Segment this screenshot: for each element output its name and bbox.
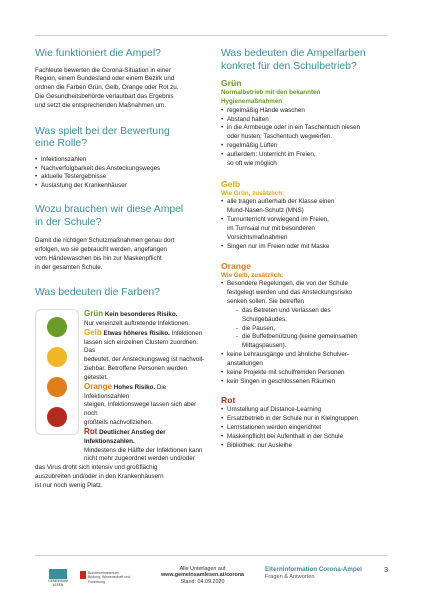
item-text: das Betreten und Verlassen des: [242, 306, 331, 314]
green-subheading: Normalbetrieb mit den bekannten: [221, 89, 321, 96]
item-text: im Turnsaal nur mit besonderen: [227, 224, 315, 232]
item-text: anstaltungen: [227, 359, 263, 367]
logo-text: GEMEINSAM LESEN: [48, 579, 68, 587]
item-text: außerdem: Unterricht im Freien,: [227, 150, 316, 158]
item-text: Schulgebäudes,: [242, 315, 287, 323]
yellow-measures-list: [221, 198, 396, 251]
heading-line: Was bedeuten die Ampelfarben: [221, 48, 366, 59]
orange-block: [221, 261, 396, 387]
text-line: Mindestens die Hälfte der Infektionen kann: [84, 446, 203, 454]
color-word-orange: Orange: [84, 381, 113, 391]
item-text: keine Projekte mit schulfremden Personen: [227, 368, 345, 376]
heading-line: konkret für den Schulbetrieb?: [221, 60, 357, 72]
footer-line-1: Alle Unterlagen auf: [179, 566, 226, 572]
text-line: erfolgen, wo sie gebraucht werden, angefangen: [35, 245, 168, 253]
right-column: [221, 48, 396, 451]
red-measures-list: [221, 406, 396, 450]
list-item: [221, 216, 396, 243]
yellow-lamp-icon: [47, 347, 67, 367]
text-line: ziehbar. Betroffene Personen werden getestet.: [84, 365, 188, 381]
intro-paragraph: [35, 67, 210, 111]
item-text: Mittagspausen).: [242, 342, 287, 350]
green-heading: Grün: [221, 78, 242, 88]
text-line: ordnen die Farben Grün, Gelb, Orange oder Rot zu.: [35, 84, 179, 92]
list-item: [221, 406, 396, 415]
item-text: Ersatzbetrieb in der Schule nur in Kleingruppen: [227, 415, 358, 423]
list-item: [221, 424, 396, 433]
red-lamp-icon: [47, 407, 67, 427]
text-line: Die Gesundheitsbehörde verlautbart das Ergebnis: [35, 93, 174, 101]
heading-wozu: [35, 204, 210, 229]
list-item: • aktuelle Testergebnisse: [35, 173, 210, 182]
heading-bewertung: [35, 126, 210, 151]
red-heading: Rot: [221, 395, 236, 406]
footer-date: Stand: 04.09.2020: [180, 578, 225, 585]
list-item: [221, 369, 396, 378]
list-item: • Infektionszahlen: [35, 156, 210, 165]
list-item: [221, 151, 396, 169]
list-item: [221, 280, 396, 351]
item-text: alle tragen außerhalb der Klasse einen: [227, 198, 335, 206]
red-block: [221, 395, 396, 450]
heading-farben: Was bedeuten die Farben?: [35, 287, 160, 299]
green-description: [84, 310, 210, 329]
heading-ampelfarben-schulbetrieb: [221, 48, 396, 73]
green-lamp-icon: [47, 317, 67, 337]
bewertung-list: [35, 156, 210, 191]
traffic-light-icon: [35, 309, 79, 435]
document-subtitle: Fragen & Antworten: [265, 573, 315, 580]
item-text: keine Lehrausgänge und ähnliche Schulver-: [227, 351, 349, 359]
list-item: [221, 415, 396, 424]
heading-line: Was spielt bei der Bewertung: [35, 125, 170, 137]
green-subheading: Hygienemaßnahmen: [221, 97, 283, 105]
item-text: oder husten; Taschentuch wegwerfen.: [227, 133, 333, 141]
text-line: Fachleute bewerten die Corona-Situation in einer: [35, 66, 171, 74]
list-item: [221, 351, 396, 369]
page-number: 3: [384, 565, 389, 574]
risk-label: Etwas höheres Risiko.: [103, 329, 170, 337]
text-segment: Infektionen: [169, 329, 203, 337]
list-item: [221, 142, 396, 151]
text-line: nicht mehr zugeordnet werden und/oder: [84, 455, 195, 463]
orange-heading: Orange: [221, 260, 252, 271]
yellow-subheading: Wie Grün, zusätzlich:: [221, 189, 285, 197]
farben-block: [35, 309, 210, 464]
text-line: Region, einem Bundesland oder einem Bezirk und: [35, 75, 175, 83]
text-line: das Virus droht sich intensiv und großflächig: [35, 464, 158, 472]
item-text: so oft wie möglich: [227, 159, 277, 167]
text-segment: Die Infektionszahlen: [84, 383, 167, 400]
risk-label: Deutlicher Anstieg der Infektionszahlen.: [84, 428, 166, 445]
sub-list-item: [236, 325, 396, 334]
text-line: Damit die richtigen Schutzmaßnahmen genau dort: [35, 237, 175, 245]
item-text: kein Singen in geschlossenen Räumen: [227, 377, 336, 385]
yellow-description: [84, 329, 210, 383]
footer-url[interactable]: www.gemeinsamlesen.at/corona: [160, 572, 245, 579]
list-item: [221, 107, 396, 116]
orange-subheading: Wie Gelb, zusätzlich:: [221, 271, 284, 279]
item-text: Umstellung auf Distance-Learning: [227, 406, 322, 414]
green-measures-list: [221, 107, 396, 169]
orange-sublist: [227, 307, 396, 351]
orange-lamp-icon: [47, 377, 67, 397]
list-item: [221, 124, 396, 142]
item-text: Maskenpflicht bei Aufenthalt in der Schule: [227, 433, 344, 440]
yellow-block: [221, 179, 396, 252]
item-text: festgelegt werden und das Ansteckungsrisiko: [227, 289, 353, 297]
text-line: lassen sich einzelnen Clustern zuordnen. Das: [84, 338, 198, 355]
item-text: Bibliothek: nur Ausleihe: [227, 441, 292, 449]
risk-label: Hohes Risiko.: [113, 383, 156, 391]
footer-title-block: [265, 566, 375, 581]
farben-descriptions: [84, 309, 210, 464]
red-description: [84, 428, 210, 464]
item-text: die Buffetbenützung (keine gemeinsamen: [242, 333, 358, 341]
list-item: • Nachverfolgbarkeit des Ansteckungsweges: [35, 165, 210, 174]
text-line: auszubreiten und/oder in den Krankenhäusern: [35, 473, 164, 481]
sub-list-item: [236, 333, 396, 351]
document-title: Elterninformation Corona-Ampel: [265, 566, 362, 573]
heading-line: Wozu brauchen wir diese Ampel: [35, 204, 184, 216]
list-item: [221, 198, 396, 216]
item-text: in die Armbeuge oder in ein Taschentuch niesen: [227, 124, 360, 132]
gemeinsam-lesen-logo: [43, 569, 73, 591]
wozu-paragraph: [35, 237, 210, 272]
text-line: steigen, Infektionswege lassen sich aber noch: [84, 401, 197, 418]
orange-measures-list: [221, 280, 396, 386]
red-description-continued: [35, 464, 210, 491]
heading-line: eine Rolle?: [35, 138, 87, 150]
list-item: • Auslastung der Krankenhäuser: [35, 182, 210, 191]
color-word-yellow: Gelb: [84, 327, 102, 337]
item-text: regelmäßig Lüften: [227, 142, 278, 150]
heading-line: in der Schule?: [35, 216, 102, 228]
list-item: [221, 243, 396, 252]
item-text: Singen nur im Freien oder mit Maske: [227, 242, 330, 250]
text-line: großteils nachvollziehen.: [84, 419, 153, 427]
list-item: [221, 378, 396, 387]
item-text: Turnunterricht vorwiegend im Freien,: [227, 216, 329, 224]
item-text: Besondere Regelungen, die von der Schule: [227, 280, 348, 288]
item-text: Vorsichtsmaßnahmen: [227, 233, 288, 241]
orange-description: [84, 383, 210, 428]
item-text: Abstand halten: [227, 115, 269, 123]
green-block: [221, 78, 396, 169]
heading-wie-funktioniert: Wie funktioniert die Ampel?: [35, 48, 161, 59]
text-line: Nur vereinzelt auftretende Infektionen.: [84, 319, 190, 327]
text-line: bedeutet, der Ansteckungsweg ist nachvoll-: [84, 356, 205, 364]
flag-icon: [80, 571, 86, 579]
text-line: in der gesamten Schule.: [35, 263, 103, 271]
top-divider: [35, 35, 388, 36]
text-line: und setzt die entsprechenden Maßnahmen um.: [35, 101, 166, 109]
list-item: [221, 116, 396, 125]
book-icon: [49, 569, 67, 579]
footer-divider: [35, 555, 388, 556]
item-text: Lernstationen werden eingerichtet: [227, 424, 322, 432]
risk-label: Kein besonderes Risiko.: [104, 310, 178, 318]
list-item: [221, 433, 396, 442]
color-word-red: Rot: [84, 426, 98, 436]
text-line: vom Händewaschen bis hin zur Maskenpflicht: [35, 254, 162, 262]
item-text: regelmäßig Hände waschen: [227, 106, 305, 114]
yellow-heading: Gelb: [221, 178, 241, 189]
ministry-name: Bundesministerium Bildung, Wissenschaft und Forschung: [88, 571, 131, 584]
item-text: Mund-Nasen-Schutz (MNS): [227, 207, 304, 215]
color-word-green: Grün: [84, 308, 104, 318]
item-text: senken sollen. Sie betreffen: [227, 298, 305, 306]
footer: [0, 555, 423, 600]
footer-info: [150, 566, 255, 585]
left-column: [35, 48, 210, 491]
item-text: die Pausen,: [242, 324, 276, 332]
list-item: [221, 442, 396, 451]
text-line: ist nur noch wenig Platz.: [35, 482, 103, 489]
sub-list-item: [236, 307, 396, 325]
